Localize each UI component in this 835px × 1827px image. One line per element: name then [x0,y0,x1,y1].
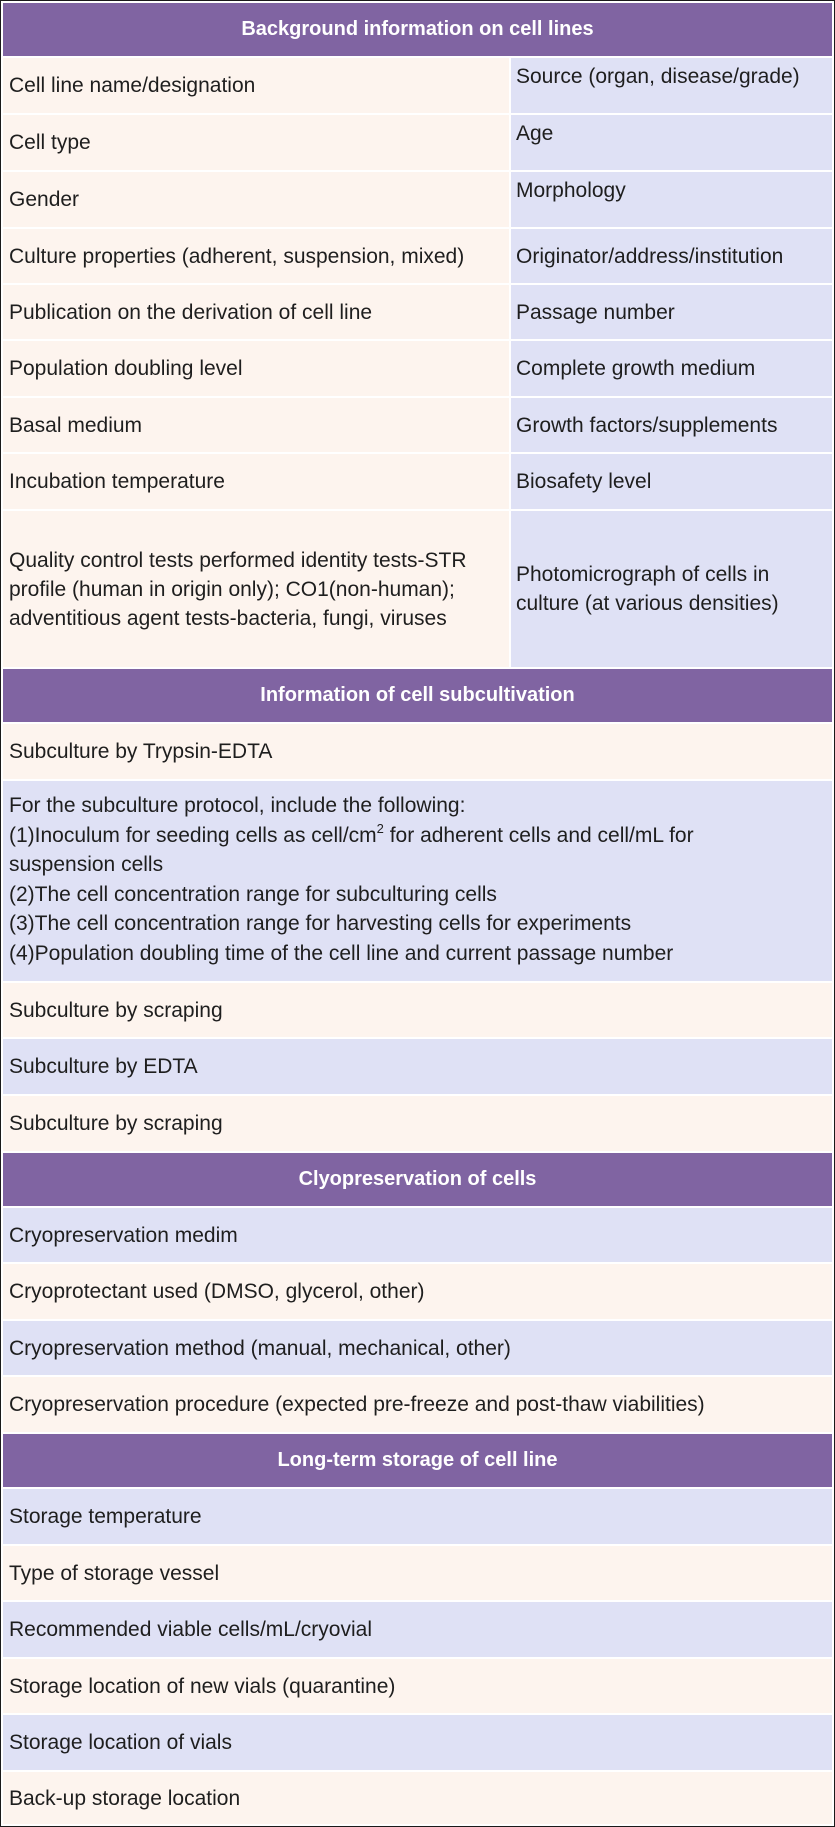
cell-text: Back-up storage location [9,1786,241,1810]
table-row [3,285,832,339]
section-title: Background information on cell lines [241,18,594,40]
cell-right: Morphology [511,172,832,227]
cell-text: Subculture by scraping [9,998,223,1022]
cell-text: Recommended viable cells/mL/cryovial [9,1618,372,1641]
cell-text: Subculture by Trypsin-EDTA [9,740,273,763]
cell-left: Publication on the derivation of cell line [3,285,511,339]
cell-left: Cell line name/designation [3,58,511,113]
section-header-background [3,3,832,56]
section-title: Clyopreservation of cells [298,1168,537,1190]
cell-left: Basal medium [3,398,511,452]
table-row [3,1772,832,1824]
cell-text: Subculture by EDTA [9,1055,198,1078]
cell-text: Storage temperature [9,1505,202,1528]
cell-text: Cryopreservation method (manual, mechanical, other) [9,1336,511,1360]
table-row [3,341,832,396]
section-header-cryo [3,1153,832,1206]
cell-text: Cryopreservation medim [9,1223,238,1247]
table-row [3,1096,832,1151]
cell-right: Growth factors/supplements [511,398,832,452]
cell-left: Incubation temperature [3,454,511,509]
table-row [3,1715,832,1770]
section-title: Long-term storage of cell line [277,1449,558,1471]
table-row [3,1039,832,1094]
cell-text: Storage location of vials [9,1731,232,1754]
protocol-intro: For the subculture protocol, include the following: [9,794,466,817]
protocol-item-3: (3)The cell concentration range for harvesting cells for experiments [9,912,632,935]
protocol-item-1: (1)Inoculum for seeding cells as cell/$cm^2$ for adherent cells and cell/mL for [9,820,694,847]
cell-left: Population doubling level [3,341,511,396]
cell-right: Photomicrograph of cells in culture (at various densities) [511,511,832,667]
cell-right: Source (organ, disease/grade) [511,58,832,113]
section-header-storage [3,1434,832,1487]
cell-right: Originator/address/institution [511,229,832,283]
cell-text: Type of storage vessel [9,1561,220,1585]
cell-right: Passage number [511,285,832,339]
cell-right: Complete growth medium [511,341,832,396]
protocol-item-4: (4)Population doubling time of the cell line and current passage number [9,941,674,965]
table-row [3,1321,832,1375]
cell-left: Culture properties (adherent, suspension, mixed) [3,229,511,283]
table-row [3,454,832,509]
table-row [3,724,832,779]
cell-text: Storage location of new vials (quarantine) [9,1674,396,1698]
table-row [3,1602,832,1657]
table-row [3,115,832,170]
table-row [3,511,832,667]
table-row [3,398,832,452]
table-row [3,1264,832,1319]
table-row [3,1489,832,1544]
section-header-subcultivation [3,669,832,722]
table-row [3,172,832,227]
cell-left: Gender [3,172,511,227]
cell-right: Age [511,115,832,170]
protocol-item-2: (2)The cell concentration range for subculturing cells [9,882,497,906]
superscript: 2 [376,820,384,836]
protocol-block [3,781,832,981]
section-title: Information of cell subcultivation [260,684,575,706]
cell-left: Quality control tests performed identity tests-STR profile (human in origin only); CO1(non-human); adventitious agent tests-bacteria, fungi, viruses [3,511,511,667]
cell-right: Biosafety level [511,454,832,509]
table-row [3,1208,832,1262]
cell-left: Cell type [3,115,511,170]
cell-text: Cryoprotectant used (DMSO, glycerol, other) [9,1280,425,1303]
cell-text: Cryopreservation procedure (expected pre-freeze and post-thaw viabilities) [9,1393,705,1416]
table-row [3,58,832,113]
table-row [3,229,832,283]
cell-text: Subculture by scraping [9,1112,223,1135]
table-row [3,983,832,1037]
protocol-item-1-cont: suspension cells [9,853,164,876]
table-row [3,1659,832,1713]
table-row [3,1546,832,1600]
table-row [3,1377,832,1432]
